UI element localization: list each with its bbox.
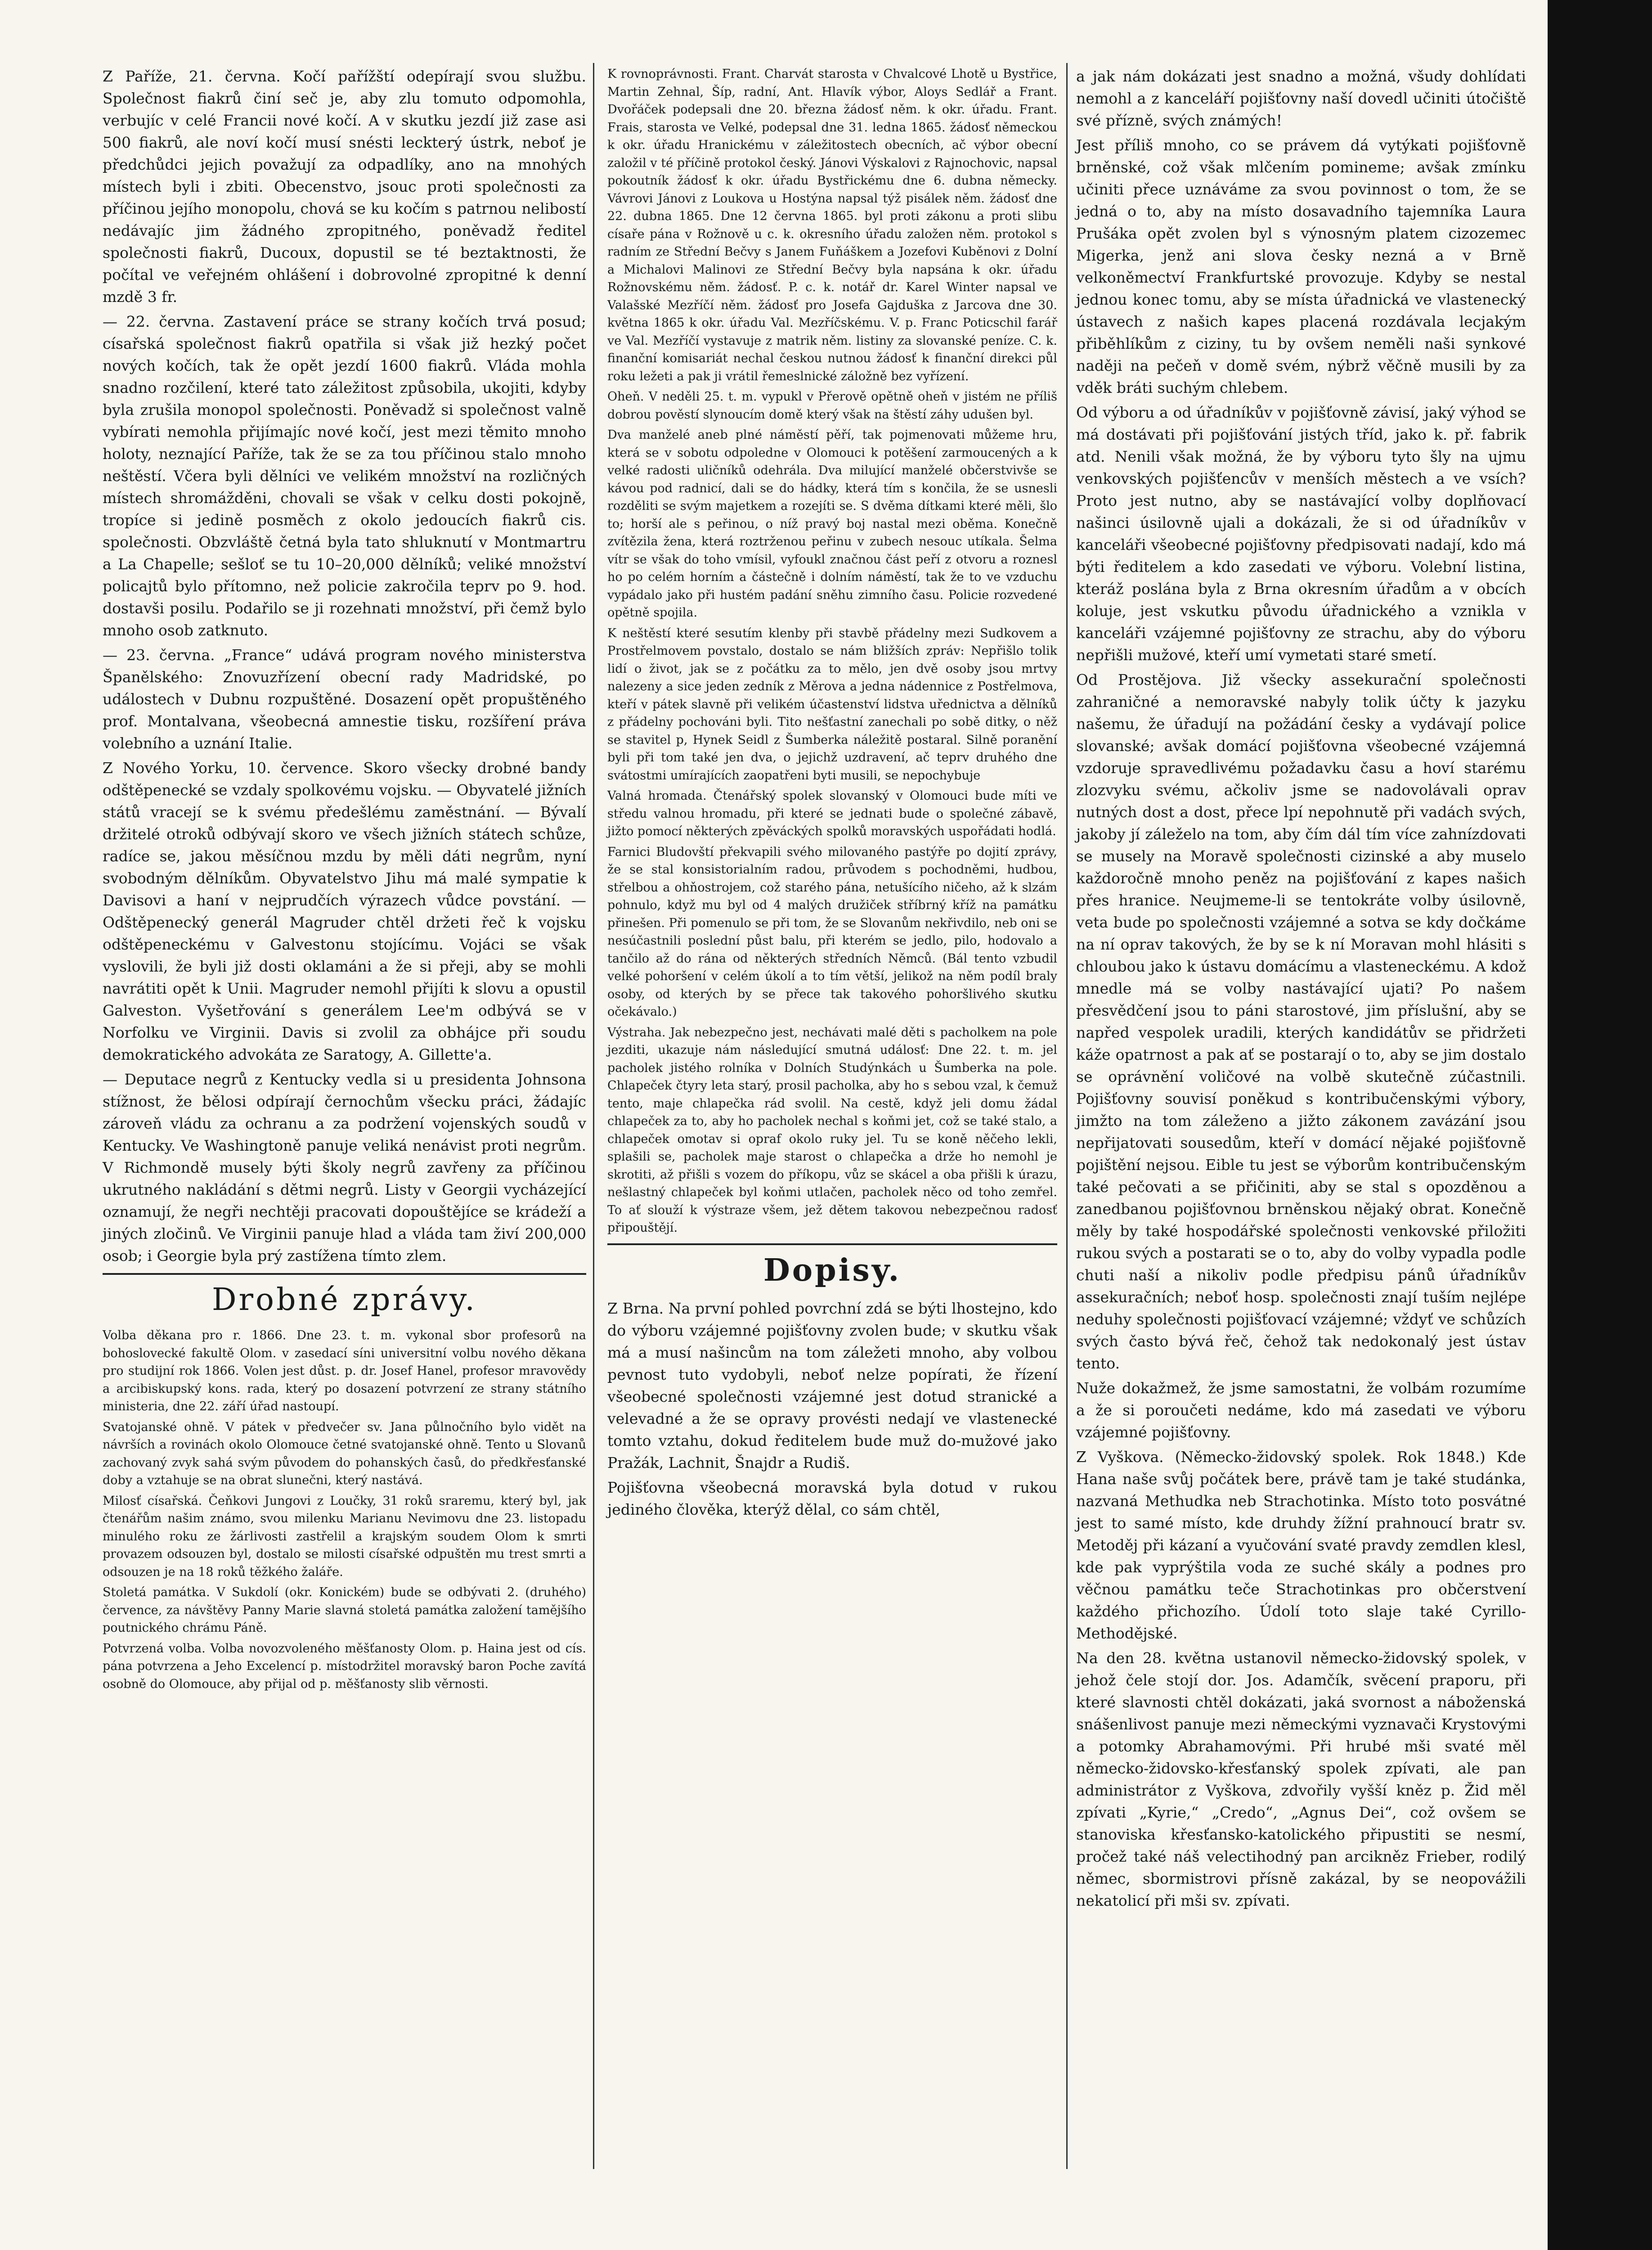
column-right (1076, 65, 1526, 1914)
letter-paragraph: Nuže dokažmež, že jsme samostatni, že volbám rozumíme a že si poroučeti nedáme, kdo má zasedati ve výboru vzájemné pojišťovny. (1076, 1379, 1526, 1441)
column-divider (1066, 63, 1068, 2169)
short-news-item: Stoletá památka. V Sukdolí (okr. Konickém) bude se odbývati 2. (druhého) července, za návštěvy Panny Marie slavná stoletá památka založení tamějšího poutnického chrámu Páně. (103, 1585, 586, 1635)
news-paragraph: — 23. června. „France“ udává program nového ministerstva Španělského: Znovuzřízení obecní rady Madridské, po událostech v Dubnu rozpuštěné. Dosazení opět propuštěného prof. Montalvana, všeobecná amnestie tisku, rozšíření práva volebního a uznání Italie. (103, 646, 586, 752)
column-left (103, 65, 586, 1696)
news-paragraph: — 22. června. Zastavení práce se strany kočích trvá posud; císařská společnost fiakrů opatřila si však již hezký počet nových kočích, tak že opět jezdí 1600 fiakrů. Vláda mohla snadno rozčilení, které tato záležitost způsobila, ukojiti, kdyby byla zrušila monopol společnosti. Poněvadž si společnost valně vybírati nemohla přijímajíc nové kočí, jest mezi těmito mnoho holoty, neznající Paříže, tak že se za tou příčinou stalo mnoho neštěstí. Včera byli dělníci ve velikém množství na rozličných místech shromážděni, chovali se však v celku dosti pokojně, tropíce si jedině posměch z okolo jedoucích fiakrů cis. společnosti. Obzvláště četná byla tato shluknutí v Montmartru a La Chapelle; sešloť se tu 10–20,000 dělníků; veliké množství policajtů bylo přítomno, než policie zakročila teprv po 9. hod. dostavši posilu. Podařilo se ji rozehnati množství, při čemž bylo mnoho osob zatknuto. (103, 313, 586, 639)
news-paragraph: Farnici Bludovští překvapili svého milovaného pastýře po dojití zprávy, že se stal konsistorialním radou, průvodem s pochodněmi, hudbou, střelbou a ohňostrojem, což starého pána, netušícího ničeho, až k slzám pohnulo, když mu byl od 4 malých družiček stříbrný kříž na památku přinešen. Při pomenulo se při tom, že se Slovanům nekřivdilo, neb oni se nesúčastnili poslední půst balu, při kterém se jedlo, pilo, hodovalo a tančilo až do rána od některých středních Němců. (Bál tento vzbudil velké pohoršení v celém úkolí a to tím větší, jelikož na něm podíl braly osoby, od kterých by se přece tak takového pohoršlivého skutku očekávalo.) (607, 845, 1057, 1019)
short-news-item: Milosť císařská. Čeňkovi Jungovi z Loučky, 31 roků sraremu, který byl, jak čtenářům našim známo, svou milenku Marianu Nevimovu dne 23. listopadu minulého roku ze žárlivosti zastřelil a krajským soudem Olom k smrti provazem odsouzen byl, dostalo se milosti císařské odpuštěn mu trest smrti a odsouzen je na 18 roků těžkého žaláře. (103, 1494, 586, 1579)
letter-paragraph: Od Prostějova. Již všecky assekurační společnosti zahraničné a nemoravské nabyly tolik účty k jazyku našemu, že úřadují na požádání česky a vydávají police slovanské; avšak domácí pojišťovna všeobecné vzájemná vzdoruje spravedlivému požadavku času a hoví starému zlozvyku svému, ačkoliv jsme se nadovolávali oprav nutných dost a dost, přece lpí nepohnutě při vadách svých, jakoby jí záleželo na tom, aby čím dál tím více zahnízdovati se musely na Moravě společnosti cizinské a aby muselo každoročně mnoho peněz na pojišťování z kapes našich přes hranice. Neujmeme-li se tentokráte volby úsilovně, veta bude po společnosti vzájemné a sotva se kdy dočkáme na ní oprav takových, že by se k ní Moravan mohl hlásiti s chloubou jako k ústavu domácímu a vlasteneckému. A kdož mnedle má se volby nastávající ujati? Po našem přesvědčení jsou to páni starostové, jim příslušní, aby se napřed vespolek uradili, kterých kandidátův se přidržeti káže opatrnost a pak ať se postarají o to, aby se jim dostalo se oprávnění voličové na volbě skutečně zúčastnili. Pojišťovny souvisí poněkud s kontribučenskými výbory, jimžto na tom záleženo a jižto zákonem zavázání jsou nepřijatovati sousedům, kteří v domácí nějaké pojišťovně pojištění nejsou. Eible tu jest se výborům kontribučenským také pečovati a se přičiniti, aby se stal s opozděnou a zanedbanou pojišťovnou brněnskou nějaký obrat. Konečně měly by také hospodářské společnosti venkovské přiložiti rukou svých a postarati se o to, aby do volby vypadla podle chuti naší a nikoliv podle předpisu pánů úřadníkův assekuračních; neboť hosp. společnosti znají tuším nejlépe neduhy společnosti pojišťovací vzájemné; vždyť ve schůzích svých často bývá řeč, čehož tak nedokonalý jest ústav tento. (1076, 671, 1526, 1372)
short-news-item: Potvrzená volba. Volba novozvoleného měšťanosty Olom. p. Haina jest od cís. pána potvrzena a Jeho Excelencí p. místodržitel moravský baron Poche zavítá osobně do Olomouce, aby přijal od p. měšťanosty slib věrnosti. (103, 1641, 586, 1691)
news-paragraph: K rovnoprávnosti. Frant. Charvát starosta v Chvalcové Lhotě u Bystřice, Martin Zehnal, Šíp, radní, Ant. Hlavík výbor, Aloys Sedlář a Frant. Dvořáček podepsali dne 20. března žádosť něm. k okr. úřadu. Frant. Frais, starosta ve Velké, podepsal dne 31. ledna 1865. žádosť německou k okr. úřadu Hranickému v záležitostech obecních, ač výbor obecní založil v té příčině protokol český. Jánovi Výskalovi z Rajnochovic, napsal pokoutník žádosť k okr. úřadu Bystřickému dne 6. dubna německy. Vávrovi Jánovi z Loukova u Hostýna napsal týž pisálek něm. žádosť dne 22. dubna 1865. Dne 12 června 1865. byl proti zákonu a proti slibu císaře pána v Rožnově u c. k. okresního úřadu založen něm. protokol s radním ze Střední Bečvy s Janem Fuňáškem a Jozefovi Kuběnovi z Dolní a Michalovi Malinovi ze Střední Bečvy byla napsána k okr. úřadu Rožnovskému něm. žádosť. P. c. k. notář dr. Karel Winter napsal ve Valašské Mezříčí něm. žádosť pro Josefa Gajduška z Jarcova dne 30. května 1865 k okr. úřadu Val. Mezříčskému. V. p. Franc Poticschil farář ve Val. Mezříčí vystavuje z matrik něm. listiny za slovanské peníze. C. k. finanční komisariát nechal českou nutnou žádosť k finanční direkci půl roku ležeti a pak ji vrátil řemeslnické záložně bez vyřízení. (607, 67, 1057, 383)
letter-paragraph: Z Brna. Na první pohled povrchní zdá se býti lhostejno, kdo do výboru vzájemné pojišťovny zvolen bude; v skutku však má a musí našincům na tom záležeti mnoho, aby volbou pevnost tuto vydobyli, neboť nelze popírati, že řízení všeobecné společnosti vzájemné jest dotud stranické a velevadné a že se opravy provésti nedají ve vlastenecké tomto vztahu, dokud ředitelem bude muž do-mužové jako Pražák, Lachnit, Šnajdr a Rudiš. (607, 1299, 1057, 1472)
letter-paragraph: Z Vyškova. (Německo-židovský spolek. Rok 1848.) Kde Hana naše svůj počátek bere, právě tam je také studánka, nazvaná Methudka neb Strachotinka. Místo toto posvátné jest to samé místo, kde druhdy žížní prahnoucí bratr sv. Metoděj při kázaní a vyučování svaté pravdy zemdlen klesl, kde pak vyprýštila voda ze suché skály a podnes pro věčnou památku teče Strachotinkas pro občerstvení každého přichozího. Údolí toto slaje také Cyrillo-Methodějské. (1076, 1448, 1526, 1642)
section-heading-drobne: Drobné zprávy. (212, 1282, 477, 1318)
news-paragraph: — Deputace negrů z Kentucky vedla si u presidenta Johnsona stížnost, že bělosi odpírají černochům všecku práci, žádajíc zároveň vládu za ochranu a za podržení vojenských soudů v Kentucky. Ve Washingtoně panuje veliká nenávist proti negrům. V Richmondě musely býti školy negrů zavřeny za příčinou ukrutného nakládání s dětmi negrů. Listy v Georgii vycházející oznamují, že negři nechtěji pracovati dopouštějíce se krádeží a jiných zločinů. Ve Virginii panuje hlad a vláda tam živí 200,000 osob; i Georgie byla prý zastížena tímto zlem. (103, 1071, 586, 1264)
column-divider (593, 63, 594, 2169)
news-paragraph: Oheň. V neděli 25. t. m. vypukl v Přerově opětně oheň v jistém ne příliš dobrou pověstí slynoucím domě který však na štěstí záhy udušen byl. (607, 390, 1057, 422)
news-paragraph: Z Nového Yorku, 10. července. Skoro všecky drobné bandy odštěpenecké se vzdaly spolkovému vojsku. — Obyvatelé jižních států vracejí se k svému předešlému zaměstnání. — Bývalí držitelé otroků odbývají skoro ve všech jižních státech schůze, radíce se, jakou měsíčnou mzdu by měli dáti negrům, nyní svobodným dělníkům. Obyvatelstvo Jihu má malé sympatie k Davisovi a haní v nejprudčích výrazech vůdce povstání. — Odštěpenecký generál Magruder chtěl držeti řeč k vojsku odštěpeneckému v Galvestonu stojícímu. Vojáci se však vyslovili, že byli již dosti oklamáni a že si přeji, aby se mohli navrátiti opět k Unii. Magruder nemohl přijíti k slovu a opustil Galveston. Vyšetřování s generálem Lee'm odbývá se v Norfolku ve Virginii. Davis si zvolil za obhájce při soudu demokratického advokáta ze Saratogy, A. Gillette'a. (103, 759, 586, 1063)
letter-paragraph: a jak nám dokázati jest snadno a možná, všudy dohlídati nemohl a z kanceláří pojišťovny naší dovedl učiniti útočiště své přízně, svých známých! (1076, 68, 1526, 129)
column-middle (607, 65, 1057, 1523)
news-paragraph: K neštěstí které sesutím klenby při stavbě přádelny mezi Sudkovem a Prostřelmovem povstalo, dostalo se nám bližších zpráv: Nepřišlo tolik lidí o život, jak se z počátku za to mělo, jen dvě osoby jsou mrtvy nalezeny a sice jeden zedník z Měrova a jedna nádennice z Postřelmova, kteří v pátek slavně při velikém účastenství lidstva uřednictva a dělníků z přádelny pochováni byli. Tito nešťastní zanechali po sobě ditky, o něž se stavitel p, Hynek Seidl z Šumberka náležitě postaral. Silně poranění byli při tom také jen dva, o jejichž uzdravení, ač teprv druhého dne svátostmi umírajících zaopatřeni byti musili, se nepochybuje (607, 626, 1057, 783)
news-paragraph: Z Paříže, 21. června. Kočí pařížští odepírají svou službu. Společnost fiakrů činí seč je, aby zlu tomuto odpomohla, verbujíc v celé Francii nové kočí. A v skutku jezdí již zase asi 500 fiakrů, ale noví kočí musí snésti leckterý ústrk, neboť je předchůdci jejich považují za odpadlíky, ano na mnohých místech byli i zbiti. Obecenstvo, jsouc proti společnosti za příčinou jejího monopolu, chová se ku kočím s patrnou nelibostí nedávajíc jim žádného zpropitného, poněvadž ředitel společnosti fiakrů, Ducoux, dopustil se té beztaktnosti, že počítal ve veřejném ohlášení i dobrovolné zpropitné k denní mzdě 3 fr. (103, 68, 586, 306)
letter-paragraph: Jest příliš mnoho, co se právem dá vytýkati pojišťovně brněnské, což však mlčením pomineme; avšak zmínku učiniti přece uznáváme za svou povinnost o tom, že se jedná o to, aby na místo dosavadního tajemníka Laura Prušáka opět zvolen byl s výnosným platem cizozemec Migerka, jenž ani slova česky nezná a v Brně velkoněmectví Frankfurtské provozuje. Kdyby se nestal jednou konec tomu, aby se místa úřadnická ve vlastenecký ústavech z našich kapes placená rozdávala lecjakým přiběhlíkům z ciziny, tu by ovšem neměli naši synkové naději na pečeň v domě svém, nýbrž věčně musili by za vděk bráti suchým chlebem. (1076, 136, 1526, 396)
news-paragraph: Výstraha. Jak nebezpečno jest, nechávati malé děti s pacholkem na pole jezditi, ukazuje nám následující smutná událosť: Dne 22. t. m. jel pacholek jistého rolníka v Dolních Studýnkách u Šumberka na pole. Chlapeček čtyry leta starý, prosil pacholka, aby ho s sebou vzal, k čemuž tento, maje chlapečka rád svolil. Na cestě, když jeli domu žádal chlapeček za to, aby ho pacholek nechal s koňmi jet, což se také stalo, a chlapeček omotav si opraf okolo ruky jel. Tu se koně něčeho lekli, splašili se, pacholek maje starost o chlapečka a drže ho nemohl je skrotiti, až přišli s vozem do příkopu, vůz se skácel a oba přišli k úrazu, nešlastný chlapeček byl koňmi utlačen, pacholek něco od toho zemřel. To ať slouží k výstraze všem, jež dětem takovou nebezpečnou radosť připouštějí. (607, 1025, 1057, 1235)
short-news-item: Svatojanské ohně. V pátek v předvečer sv. Jana půlnočního bylo vidět na návrších a rovinách okolo Olomouce četné svatojanské ohně. Tento u Slovanů zachovaný zvyk sahá svým původem do pohanských časů, do předkřesťanské doby a vztahuje se na obrat slunečni, který nastává. (103, 1420, 586, 1487)
section-rule (607, 1243, 1057, 1245)
letter-paragraph: Pojišťovna všeobecná moravská byla dotud v rukou jediného člověka, kterýž dělal, co sám chtěl, (607, 1478, 1057, 1518)
section-heading-dopisy: Dopisy. (763, 1252, 902, 1288)
news-paragraph: Dva manželé aneb plné náměstí pěří, tak pojmenovati můžeme hru, která se v sobotu odpoledne v Olomouci k potěšení zarmoucených a k velké radosti uličníků odehrála. Dva milující manželé občerstvivše se kávou pod radnicí, dali se do hádky, která tím s končila, že se usnesli rozděliti se svým majetkem a rozejíti se. S dvěma dítkami které měli, šlo to; horší ale s peřinou, o níž pravý boj nastal mezi oběma. Konečně zvítězila žena, která roztrženou peřinu v zubech nesouc utíkala. Šelma vítr se však do toho vmísil, vyfoukl značnou část peří z otvoru a roznesl ho po celém horním a částečně i dolním náměstí, tak že to ve vzduchu vypádalo jako při hustém padání sněhu zimního času. Policie rozvedené opětně spojila. (607, 428, 1057, 620)
news-paragraph: Valná hromada. Čtenářský spolek slovanský v Olomouci bude míti ve středu valnou hromadu, při které se jednati bude o společné zábavě, jižto pomocí některých zpěváckých spolků moravských uspořádati hodlá. (607, 789, 1057, 838)
short-news-item: Volba děkana pro r. 1866. Dne 23. t. m. vykonal sbor profesorů na bohoslovecké fakultě Olom. v zasedací síni universitní volbu nového děkana pro studijní rok 1866. Volen jest důst. p. dr. Josef Hanel, profesor mravovědy a arcibiskupský kons. rada, který po dosazení potvrzení ze strany státního ministeria, dne 22. září úřad nastoupí. (103, 1328, 586, 1413)
section-rule (103, 1273, 586, 1275)
letter-paragraph: Od výboru a od úřadníkův v pojišťovně závisí, jaký výhod se má dostávati při pojišťování jistých tříd, jako k. př. fabrik atd. Nenili však možná, že by výboru tyto šly na ujmu venkovských pojišťencův v menších městech a ve vsích? Proto jest nutno, aby se nastávající volby doplňovací našinci úsilovně ujali a dokázali, že si od úřadníkův v kanceláři všeobecné pojišťovny předpisovati nadají, kdo má býti ředitelem a kdo zasedati ve výboru. Volební listina, kteráž poslána byla z Brna okresním úřadům a v obcích koluje, jest vskutku původu úřadnického a vznikla v kanceláři vzájemné pojišťovny ze strachu, aby do výboru nepřišli mužové, kteří umí vymetati staré smetí. (1076, 404, 1526, 664)
letter-paragraph: Na den 28. května ustanovil německo-židovský spolek, v jehož čele stojí dor. Jos. Adamčík, svěcení praporu, při které slavnosti chtěl dokázati, jaká svornost a náboženská snášenlivost panuje mezi německými vyznavači Krystovými a potomky Abrahamovými. Při hrubé mši svaté měl německo-židovsko-křesťanský spolek zpívati, ale pan administrátor z Vyškova, zdvořily vyšší kněz p. Žid měl zpívati „Kyrie,“ „Credo“, „Agnus Dei“, což ovšem se stanoviska křesťansko-katolického připustiti se nesmí, pročež také náš velectihodný pan arcikněz Frieber, rodilý němec, sbormistrovi přísně zakázal, by se neopovážili nekatolicí při mši sv. zpívati. (1076, 1649, 1526, 1909)
